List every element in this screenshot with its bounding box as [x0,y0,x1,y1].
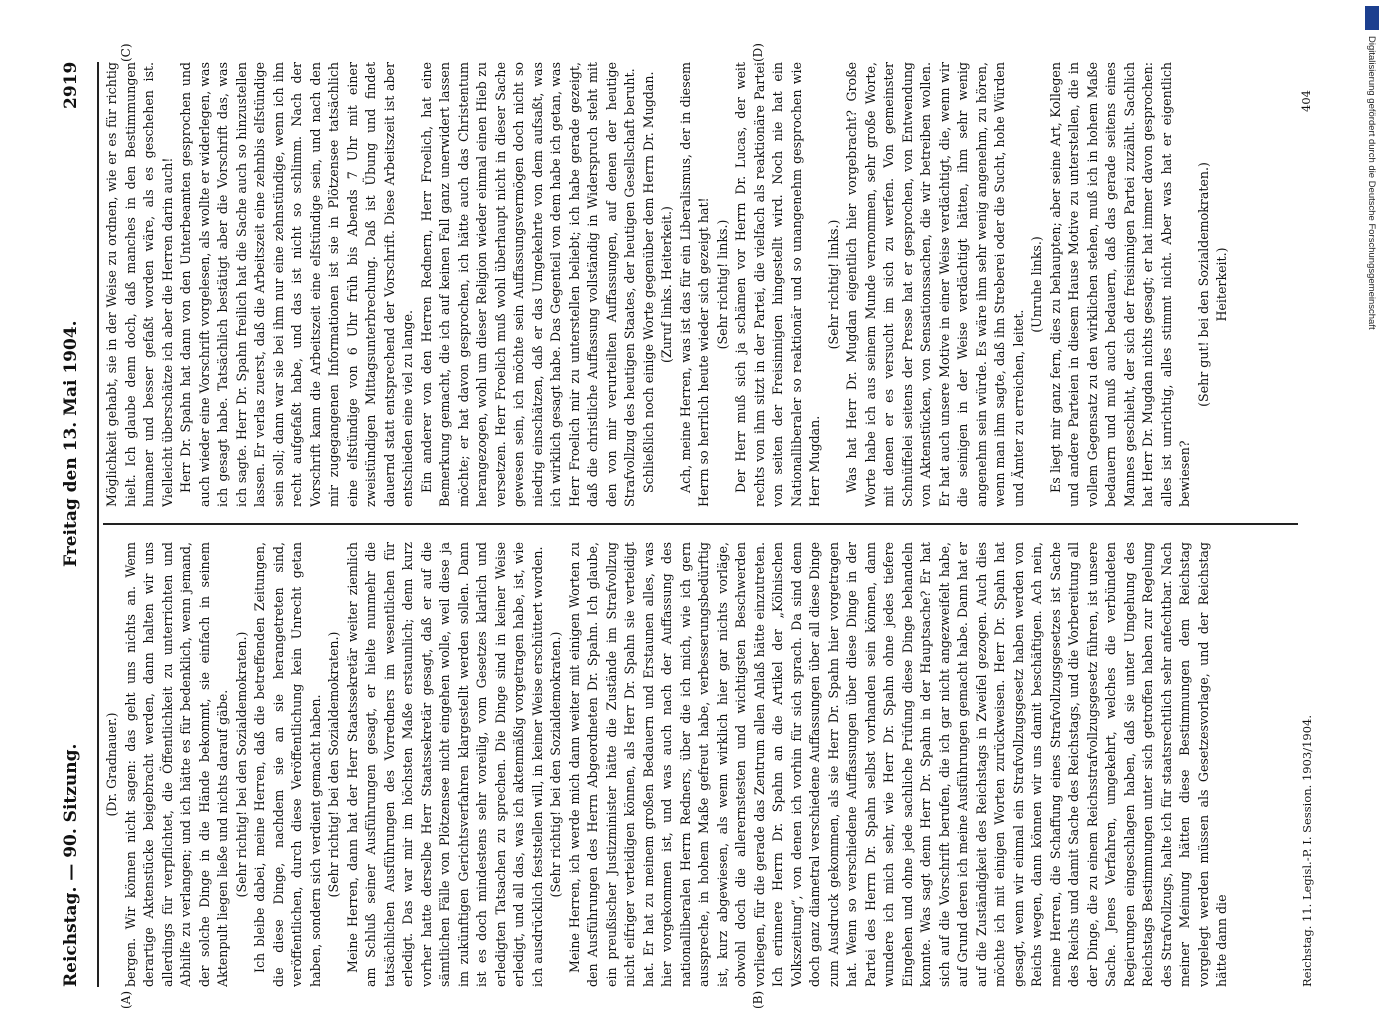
interjection: (Zuruf links. Heiterkeit.) [659,206,674,363]
paragraph: Ein anderer von den Herren Rednern, Herr Froelich, hat eine Bemerkung gemacht, die ich auf keinen Fall ganz unerwidert lassen möchte; er hat davon gesprochen, ich hätte auch das Christentum herangezogen, wohl um dieser Religion wieder einmal einen Hieb zu versetzen. Herr Froelich muß wohl überhaupt nicht in dieser Sache gewesen sein, ich möchte sein Auffassungsvermögen doch nicht so niedrig einschätzen, daß er das Umgekehrte von dem aufsaßt, was ich wirklich gesagt habe. Das Gegenteil von dem habe ich getan, was Herr Froelich mir zu unterstellen beliebt; ich habe gerade gezeigt, daß die christliche Auffassung vollständig in Widerspruch steht mit den von mir verurteilten Auffassungen, auf denen der heutige Strafvollzug des heutigen Staates, der heutigen Gesellschaft beruht. [418,62,637,507]
header-page-number: 2919 [61,61,81,109]
interjection: (Sehr gut! bei den Sozialdemokraten.) [1195,162,1211,407]
paragraph: Ach, meine Herren, was ist das für ein Liberalismus, der in diesem Herrn so herrlich heute wieder sich gezeigt hat! [677,62,711,507]
interjection: Heiterkeit.) [1214,247,1229,322]
rotated-document-page [61,43,1316,1009]
text-column-left [103,542,1298,987]
interjection: (Sehr richtig! bei den Sozialdemokraten.) [548,631,563,898]
paragraph: Der Herr muß sich ja schämen vor Herrn Dr. Lucas, der weit rechts von ihm sitzt in der Partei, die vielfach als reaktionäre Partei von seiten der Freisinnigen hingestellt wird. Noch nie hat ein Nationalliberaler so reaktionär und so unangenehm gesprochen wie Herr Mugdan. [733,62,822,507]
interjection: (Sehr richtig! links.) [825,219,841,350]
paragraph: Ich bleibe dabei, meine Herren, daß die betreffenden Zeitungen, die diese Dinge, nachdem sie an sie herangetreten sind, veröffentlichen, durch diese Veröffentlichung kein Unrecht getan haben, sondern sich verdient gemacht haben. [252,542,323,987]
margin-mark-c: (C) [119,43,133,62]
page-footer: Reichstag. 11. Legisl.-P. I. Session. 1903/1904. [1300,714,1314,987]
paragraph: Meine Herren, ich werde mich dann weiter mit einigen Worten zu den Ausführungen des Herrn Abgeordneten Dr. Spahn. Ich glaube, ein preußischer Justizminister hätte die Zustände im Strafvollzug nicht eifriger verteidigen können, als Herr Dr. Spahn sie verteidigt hat. Er hat zu meinem großen Bedauern und Erstaunen alles, was hier vorgekommen ist, und was auch nach der Auffassung des nationalliberalen Herrn Redners, über die ich mich, wie ich gern ausspreche, in hohem Maße gefreut habe, verbesserungsbedürftig ist, kurz abgewiesen, als wenn wirklich hier gar nichts vorläge, obwohl doch die allerernstesten und wichtigsten Beschwerden vorliegen, für die gerade das Zentrum allen Anlaß hätte einzutreten. Ich erinnere Herrn Dr. Spahn an die Artikel der „Kölnischen Volkszeitung“, von denen ich vorhin für sich sprach. Da sind denn doch ganz diametral verschiedene Auffassungen über all diese Dinge zum Ausdruck gekommen, als sie Herr Dr. Spahn hier vorgetragen hat. Wenn so verschiedene Auffassungen über diese Dinge in der Partei des Herrn Dr. Spahn selbst vorhanden sein können, dann wundere ich mich sehr, wie Herr Dr. Spahn ohne jedes tiefere Eingehen und ohne jede sachliche Prüfung diese Dinge behandeln konnte. Was sagt denn Herr Dr. Spahn in der Hauptsache? Er hat sich auf die Vorschrift berufen, die ich gar nicht angezweifelt habe, auf Grund deren ich meine Ausführungen gemacht habe. Dann hat er auf die Zuständigkeit des Reichstags in Zweifel gezogen. Auch dies möchte ich mit einigen Worten zurückweisen. Herr Dr. Spahn hat gesagt, wenn wir einmal ein Strafvollzugsgesetz haben werden von Reichs wegen, dann können wir uns damit beschäftigen. Ach nein, meine Herren, die Schaffung eines Strafvollzugsgesetzes ist Sache des Reichs und damit Sache des Reichstags, und die Vorbereitung all der Dinge, die zu einem Reichsstrafvollzugsgesetz führen, ist unsere Sache. Jenes Verfahren, umgekehrt, welches die verbündeten Regierungen eingeschlagen haben, daß sie unter Umgehung des Reichstags Bestimmungen unter sich getroffen haben zur Regelung des Strafvollzugs, halte ich für staatsrechtlich sehr anfechtbar. Nach meiner Meinung hätten diese Bestimmungen dem Reichstag vorgelegt werden müssen als Gesetzesvorlage, und der Reichstag hätte dann die [566,542,1229,987]
paragraph: Möglichkeit gehabt, sie in der Weise zu ordnen, wie er es für richtig hielt. Ich glaube denn doch, daß manches in den Bestimmungen humaner und besser gefaßt worden wäre, als es geschehen ist. Vielleicht überschätze ich aber die Herren darin auch! [104,62,175,507]
header-date: Freitag den 13. Mai 1904. [61,320,81,567]
margin-mark-a: (A) [119,990,133,1009]
paragraph: Schließlich noch einige Worte gegenüber dem Herrn Dr. Mugdan. [640,71,656,493]
paragraph: Was hat Herr Dr. Mugdan eigentlich hier vorgebracht? Große Worte habe ich aus seinem Munde vernommen, sehr große Worte, mit denen er es versucht im sich zu werfen. Von gemeinster Schnüffelei seitens der Presse hat er gesprochen, von Entwendung von Aktenstücken, von Sensationssachen, die wir betreiben wollen. Er hat auch unsere Motive in einer Weise verdächtigt, die, wenn wir die seinigen in der Weise verdächtigt hätten, ihm sehr wenig angenehm sein würde. Es wäre ihm sehr wenig angenehm, zu hören, wenn man ihm sagte, daß ihn Streberei oder die Sucht, hohe Würden und Ämter zu erreichen, leitet. [844,62,1026,507]
speaker-heading: (Dr. Gradnauer.) [104,712,119,817]
dfg-logo [1365,6,1379,30]
paragraph: bergen. Wir können nicht sagen: das geht uns nichts an. Wenn derartige Aktenstücke beigebracht werden, dann halten wir uns allerdings für verpflichtet, die Öffentlichkeit zu unterrichten und Abhilfe zu verlangen; und ich hätte es für bedenklich, wenn jemand, der solche Dinge in die Hände bekommt, sie einfach in seinem Aktenpult liegen ließe und nichts darauf gäbe. [122,542,230,987]
paragraph: Es liegt mir ganz fern, dies zu behaupten; aber seine Art, Kollegen und andere Parteien in diesem Hause Motive zu unterstellen, die in vollem Gegensatz zu den wirklichen stehen, muß ich in hohem Maße bedauern und muß auch bedauern, daß das gerade seitens eines Mannes geschieht, der sich der freisinnigen Partei zuzählt. Sachlich hat Herr Dr. Mugdan nichts gesagt; er hat immer davon gesprochen: alles ist unrichtig, alles stimmt nicht. Aber was hat er eigentlich bewiesen? [1047,62,1192,507]
header-session: Reichstag. — 90. Sitzung. [61,743,81,987]
paragraph: Herr Dr. Spahn hat dann von den Unterbeamten gesprochen und auch wieder eine Vorschrift vorgelesen, als wollte er widerlegen, was ich gesagt habe. Tatsächlich bestätigt aber die Vorschrift das, was ich sagte. Herr Dr. Spahn freilich hat die Sache auch so hinzustellen lassen. Er verlas zuerst, daß die Arbeitszeit eine zehnbis elfstündige sein soll; dann war sie bei ihm nur eine zehnstündige, wenn ich ihn recht aufgefaßt habe, und das ist nicht so schlimm. Nach der Vorschrift kann die Arbeitszeit eine elfstündige sein, und nach den mir zugegangenen Informationen ist sie in Plötzensee tatsächlich eine elfstündige von 6 Uhr früh bis Abends 7 Uhr mit einer zweistündigen Mittagsunterbrechung. Daß ist Übung und findet dauernd statt entsprechend der Vorschrift. Diese Arbeitszeit ist aber entschieden eine viel zu lange. [178,62,415,507]
interjection: (Sehr richtig! bei den Sozialdemokraten.) [233,631,249,898]
paragraph: Meine Herren, dann hat der Herr Staatssekretär weiter ziemlich am Schluß seiner Ausführungen gesagt, er hielte nunmehr die tatsächlichen Ausführungen des Vorredners im wesentlichen für erledigt. Das war mir im höchsten Maße erstaunlich; denn kurz vorher hatte derselbe Herr Staatssekretär gesagt, daß er auf die sämtlichen Fälle von Plötzensee nicht eingehen wolle, weil diese ja im zukünftigen Gerichtsverfahren klargestellt werden sollen. Dann ist es doch mindestens sehr voreilig, vom Gesetzes klarlich und erledigten Tatsachen zu sprechen. Die Dinge sind in keiner Weise erledigt, und all das, was ich aktenmäßig vorgetragen habe, ist, wie ich ausdrücklich feststellen will, in keiner Weise erschüttert worden. [344,542,545,987]
column-divider [103,523,1298,525]
digitization-note: Digitalisierung gefördert durch die Deutsche Forschungsgemeinschaft [1366,36,1377,330]
page-header [61,62,95,987]
header-rule [97,62,99,987]
text-column-right [103,62,1298,507]
interjection: (Sehr richtig! links.) [714,219,730,350]
margin-mark-b: (B) [751,990,765,1009]
footer-sheet-number: 404 [1299,90,1313,112]
interjection: (Sehr richtig! bei den Sozialdemokraten.) [326,631,341,898]
interjection: (Unruhe links.) [1029,236,1044,333]
margin-mark-d: (D) [751,43,765,62]
